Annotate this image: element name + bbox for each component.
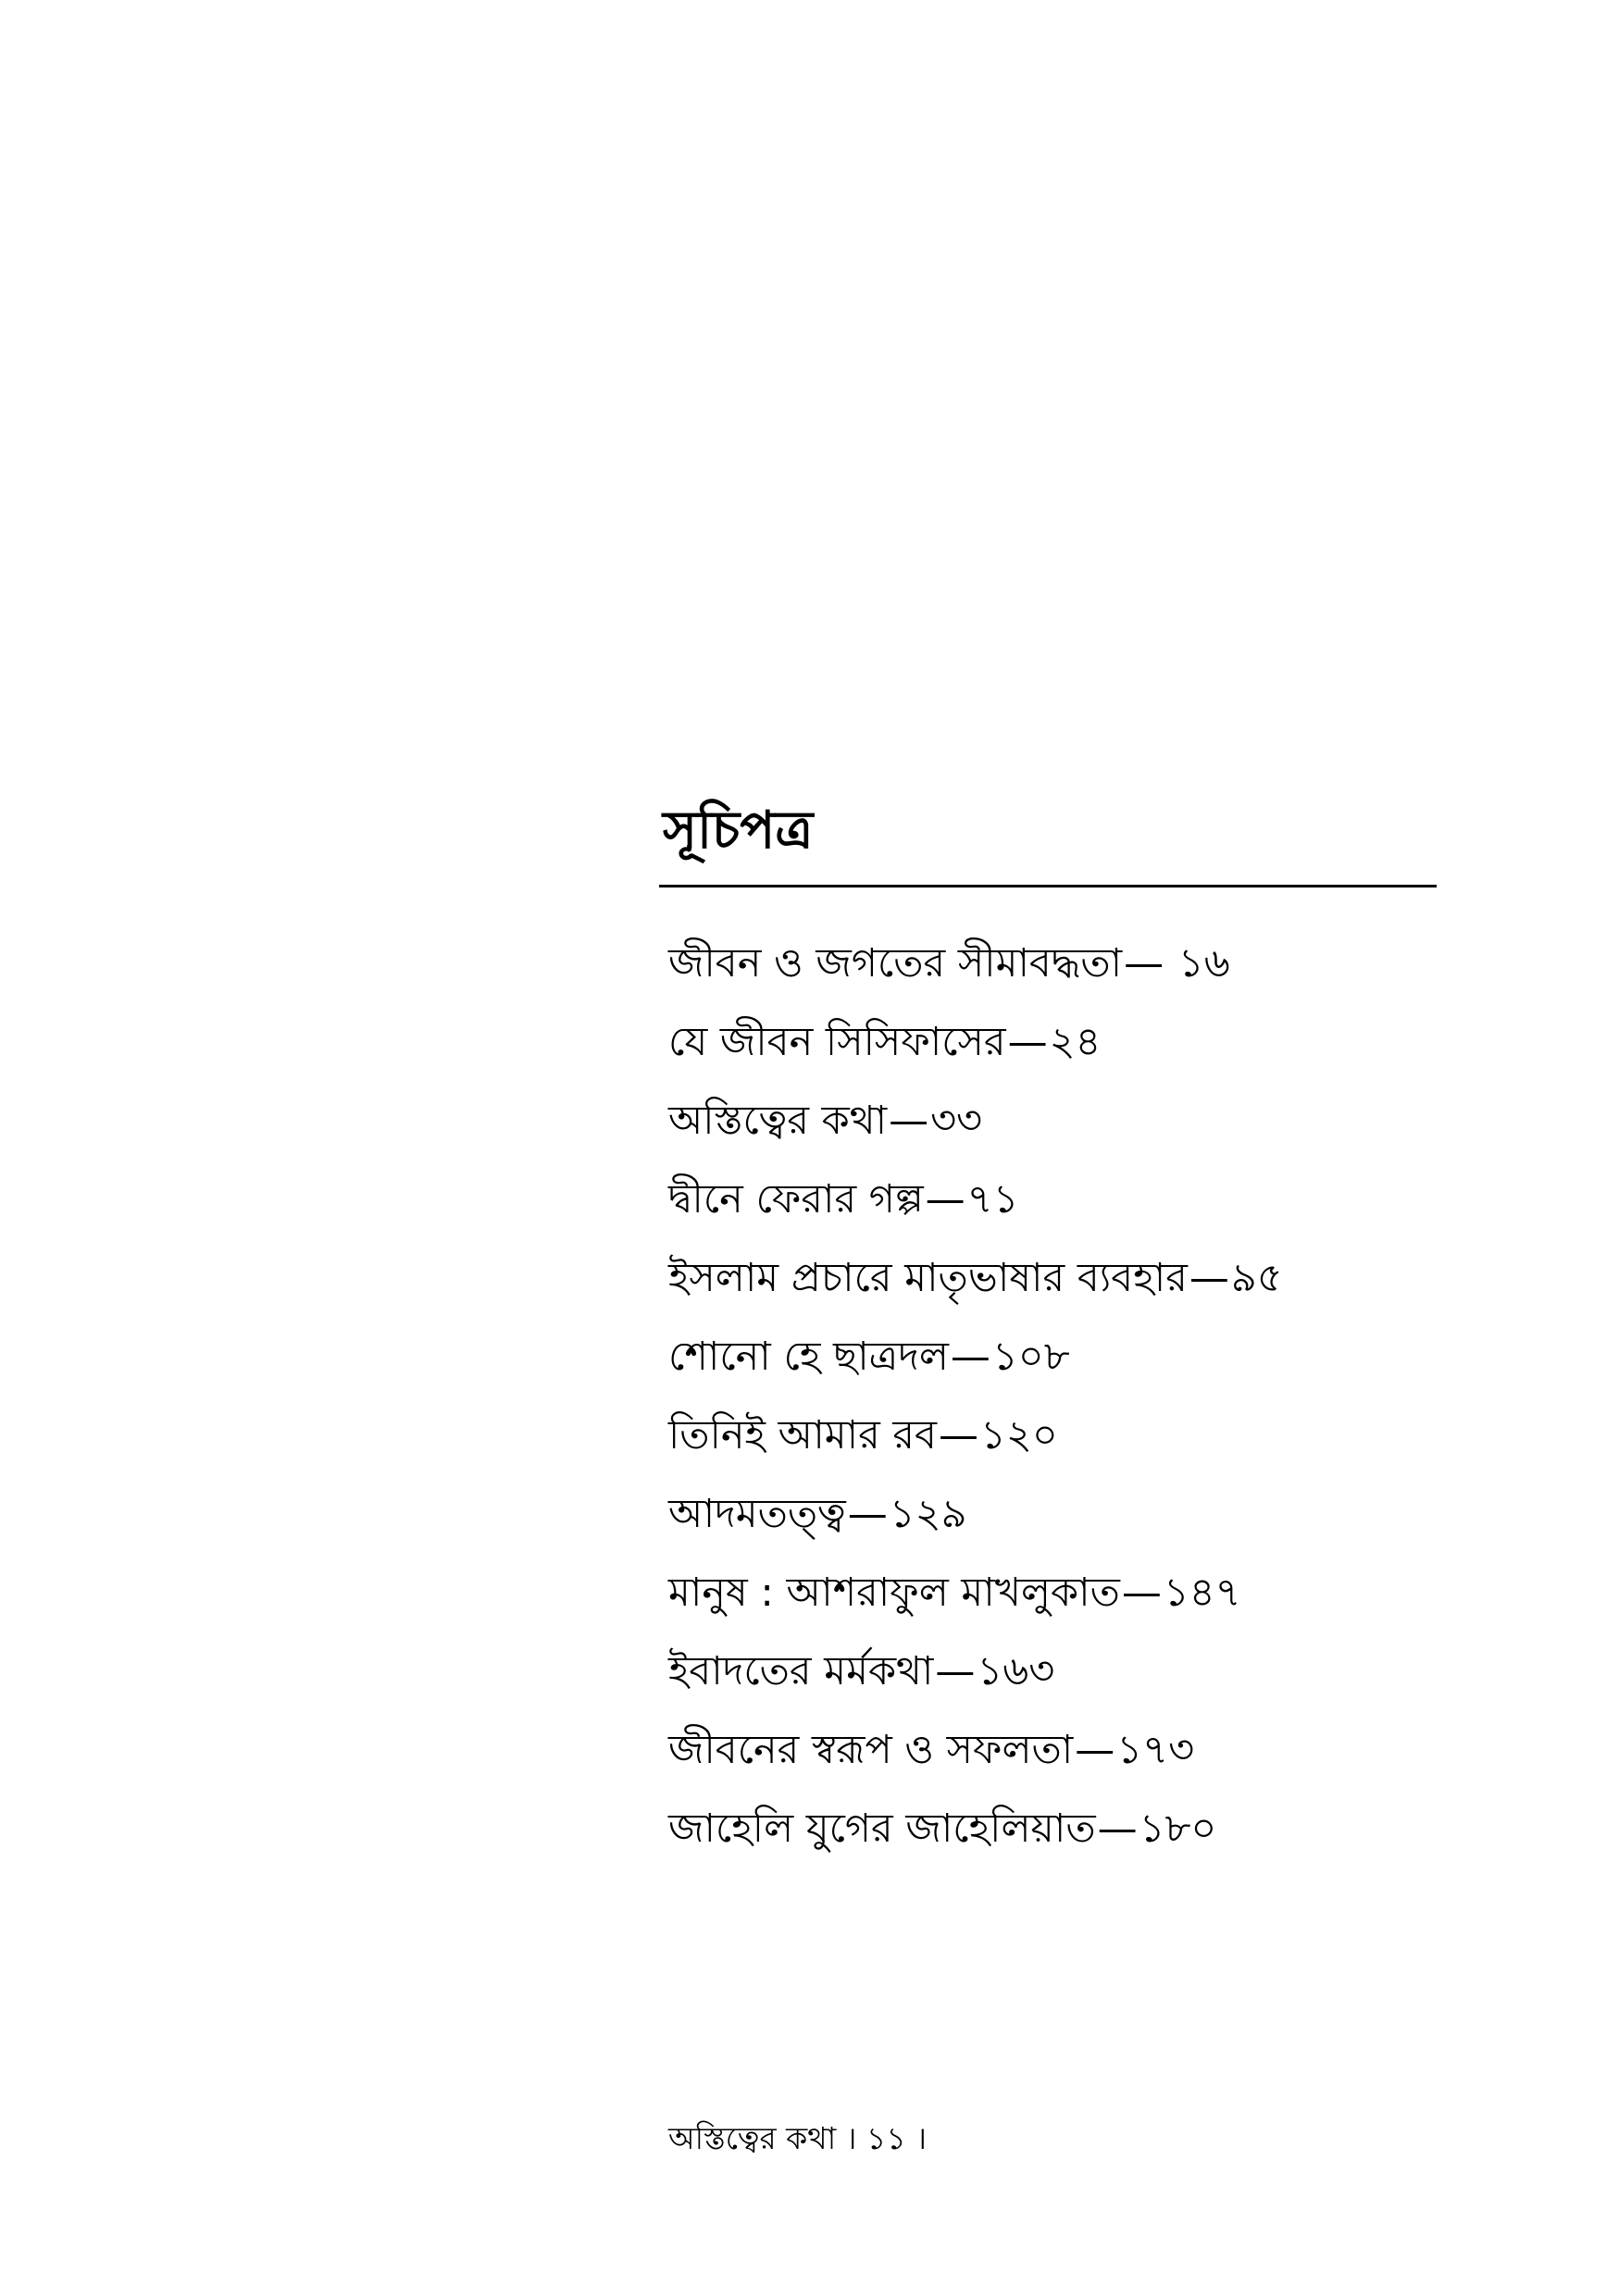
toc-entry-page-number: ১৬ bbox=[1165, 940, 1230, 987]
toc-entry-dash: — bbox=[1124, 940, 1164, 987]
toc-entry-dash: — bbox=[938, 1412, 978, 1458]
toc-entry bbox=[668, 1003, 1437, 1082]
toc-list bbox=[659, 925, 1437, 1868]
toc-entry bbox=[668, 1396, 1437, 1475]
toc-entry bbox=[668, 1318, 1437, 1396]
toc-entry bbox=[668, 1239, 1437, 1318]
toc-entry-dash: — bbox=[935, 1648, 976, 1694]
toc-entry bbox=[668, 1790, 1437, 1868]
toc-entry-title: তিনিই আমার রব bbox=[668, 1412, 937, 1458]
toc-entry-dash: — bbox=[1097, 1806, 1138, 1852]
table-of-contents bbox=[659, 800, 1437, 1868]
toc-entry-page-number: ১৪৭ bbox=[1163, 1570, 1241, 1616]
toc-entry-title: ইসলাম প্রচারে মাতৃভাষার ব্যবহার bbox=[668, 1255, 1188, 1301]
toc-entry-dash: — bbox=[889, 1098, 929, 1144]
toc-entry-title: শোনো হে ছাত্রদল bbox=[668, 1334, 949, 1380]
toc-entry-title: দ্বীনে ফেরার গল্প bbox=[668, 1176, 924, 1222]
toc-entry-page-number: ১৬৩ bbox=[977, 1648, 1055, 1694]
toc-entry-title: ইবাদতের মর্মকথা bbox=[668, 1648, 934, 1694]
toc-entry-dash: — bbox=[1007, 1019, 1048, 1065]
toc-entry bbox=[668, 1160, 1437, 1239]
toc-entry-page-number: ৯৫ bbox=[1230, 1255, 1283, 1301]
toc-entry-page-number: ১০৮ bbox=[991, 1334, 1070, 1380]
toc-entry-page-number: ৩৩ bbox=[930, 1098, 982, 1144]
toc-entry-title: মানুষ : আশরাফুল মাখলুকাত bbox=[668, 1570, 1120, 1616]
toc-entry-page-number: ২৪ bbox=[1049, 1019, 1102, 1065]
toc-entry-dash: — bbox=[1189, 1255, 1229, 1301]
toc-entry bbox=[668, 925, 1437, 1003]
toc-entry-title: জীবনের স্বরূপ ও সফলতা bbox=[668, 1727, 1074, 1773]
toc-entry-page-number: ১৮০ bbox=[1139, 1806, 1217, 1852]
toc-entry-title: জাহেলি যুগের জাহেলিয়াত bbox=[668, 1806, 1096, 1852]
toc-entry-page-number: ১২০ bbox=[979, 1412, 1058, 1458]
toc-entry bbox=[668, 1632, 1437, 1711]
toc-entry-dash: — bbox=[1121, 1570, 1162, 1616]
page-footer: অস্তিত্বের কথা । ১১ । bbox=[668, 2120, 928, 2156]
toc-entry bbox=[668, 1554, 1437, 1632]
toc-entry-dash: — bbox=[925, 1176, 965, 1222]
toc-entry bbox=[668, 1082, 1437, 1160]
toc-entry-page-number: ৭১ bbox=[966, 1176, 1019, 1222]
toc-entry-title: জীবন ও জগতের সীমাবদ্ধতা bbox=[668, 940, 1123, 987]
toc-entry-title: অস্তিত্বের কথা bbox=[668, 1098, 888, 1144]
toc-entry bbox=[668, 1711, 1437, 1790]
toc-entry bbox=[668, 1475, 1437, 1554]
toc-entry-title: আদমতত্ত্ব bbox=[668, 1491, 846, 1537]
toc-entry-dash: — bbox=[1075, 1727, 1115, 1773]
toc-title: সূচিপত্র bbox=[663, 800, 814, 861]
toc-entry-dash: — bbox=[950, 1334, 990, 1380]
title-divider bbox=[659, 885, 1437, 887]
toc-entry-page-number: ১৭৩ bbox=[1116, 1727, 1195, 1773]
toc-entry-page-number: ১২৯ bbox=[889, 1491, 967, 1537]
toc-entry-dash: — bbox=[847, 1491, 888, 1537]
toc-entry-title: যে জীবন সিসিফাসের bbox=[668, 1019, 1006, 1065]
